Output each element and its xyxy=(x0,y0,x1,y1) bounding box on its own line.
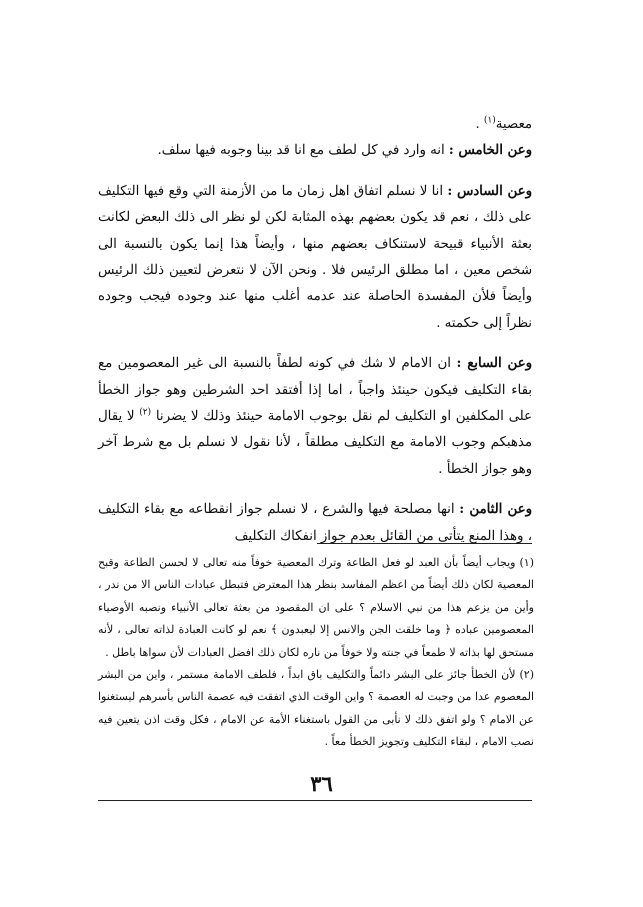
page-number: ٣٦ xyxy=(310,771,333,796)
footnote-1 xyxy=(98,552,534,664)
paragraph-fifth xyxy=(98,138,532,164)
footnote-number: (٢) xyxy=(519,668,534,682)
paragraph-text: ان الامام لا شك في كونه لطفاً بالنسبة الى غير المعصومين مع بقاء التكليف فيكون حينئذ واجباً ، اما إذا أفتقد احد الشرطين وهو جواز الخطأ على المكلفين او التكليف لم نقل بوجوب الامامة حينئذ وذلك لا يضرنا xyxy=(98,356,532,425)
paragraph-lead: وعن السادس : xyxy=(447,183,532,199)
footnotes xyxy=(98,552,534,754)
paragraph-text: انا لا نسلم اتفاق اهل زمان ما من الأزمنة التي وقع فيها التكليف على ذلك ، نعم قد يكون بعضهم بهذه المثابة لكن لو نظر الى ذلك البعض لكانت بعثة الأنبياء قبيحة لاستنكاف بعضهم منها ، وأيضاً هذا إنما يكون بالنسبة الى شخص معين ، اما مطلق الرئيس فلا . ونحن الآن لا نتعرض لتعيين ذلك الرئيس وأيضاً فلأن المفسدة الحاصلة عند عدمه أغلب منها عند وجوده فيجب وجوده نظراً إلى حكمته . xyxy=(98,183,532,331)
footnote-divider xyxy=(317,543,532,544)
footnote-2 xyxy=(98,664,534,754)
paragraph-seventh xyxy=(98,351,532,483)
main-text xyxy=(98,112,532,550)
paragraph-lead: وعن السابع : xyxy=(456,356,532,372)
paragraph-text: لا يقال مذهبكم وجوب الامامة مع التكليف مطلقاً ، لأنا نقول لا نسلم بل مع شرط آخر وهو جواز الخطأ . xyxy=(98,409,532,477)
paragraph-sixth xyxy=(98,179,532,337)
footnote-number: (١) xyxy=(519,556,534,569)
continuation-line xyxy=(98,112,532,138)
paragraph-lead: وعن الخامس : xyxy=(448,143,532,159)
footnote-ref-1: (١) xyxy=(483,115,496,126)
footnote-ref-2: (٢) xyxy=(139,407,152,418)
footnote-text: لأن الخطأ جائز على البشر دائماً والتكليف باق ابداً ، فلطف الامامة مستمر ، واين من البشر المعصوم عدا من وجبت له العصمة ؟ واين الوقت الذي اتفقت فيه عصمة الناس بأسرهم ليستغنوا عن الامام ؟ ولو اتفق ذلك لا نأبى من القول باستغناء الأمة عن الامام ، فكل وقت اذن يتعين فيه نصب الامام ، لبقاء التكليف وتجويز الخطأ معاً . xyxy=(98,668,534,749)
paragraph-text: انها مصلحة فيها والشرع ، لا نسلم جواز انقطاعه مع بقاء التكليف ، وهذا المنع يتأتى من القائل بعدم جواز انفكاك التكليف xyxy=(98,502,532,544)
continuation-end: . xyxy=(475,117,480,132)
paragraph-text: انه وارد في كل لطف مع انا قد بينا وجوبه فيها سلف. xyxy=(157,143,449,159)
page-number-rule xyxy=(98,800,532,801)
footnote-text: ويجاب أيضاً بأن العبد لو فعل الطاعة وترك المعصية خوفاً منه تعالى لا لحسن الطاعة وقبح المعصية لكان ذلك أيضاً من اعظم المفاسد بنظر هذا المعترض فتبطل عبادات الناس الا من ندر ، وأين من يزعم هذا من نبي الاسلام ؟ على ان المقصود من بعثة تعالى الأنبياء ونصبه الأوصياء المعصومين عباده ﴿ وما خلقت الجن والانس إلا ليعبدون ﴾ نعم لو كانت العبادة لذاته تعالى ، لأنه مستحق لها بذاته لا طمعاً في جنته ولا خوفاً من ناره لكان ذلك افضل العبادات لأن سواها باطل . xyxy=(98,556,534,659)
paragraph-lead: وعن الثامن : xyxy=(459,502,532,518)
continuation-text: معصية xyxy=(495,117,532,132)
